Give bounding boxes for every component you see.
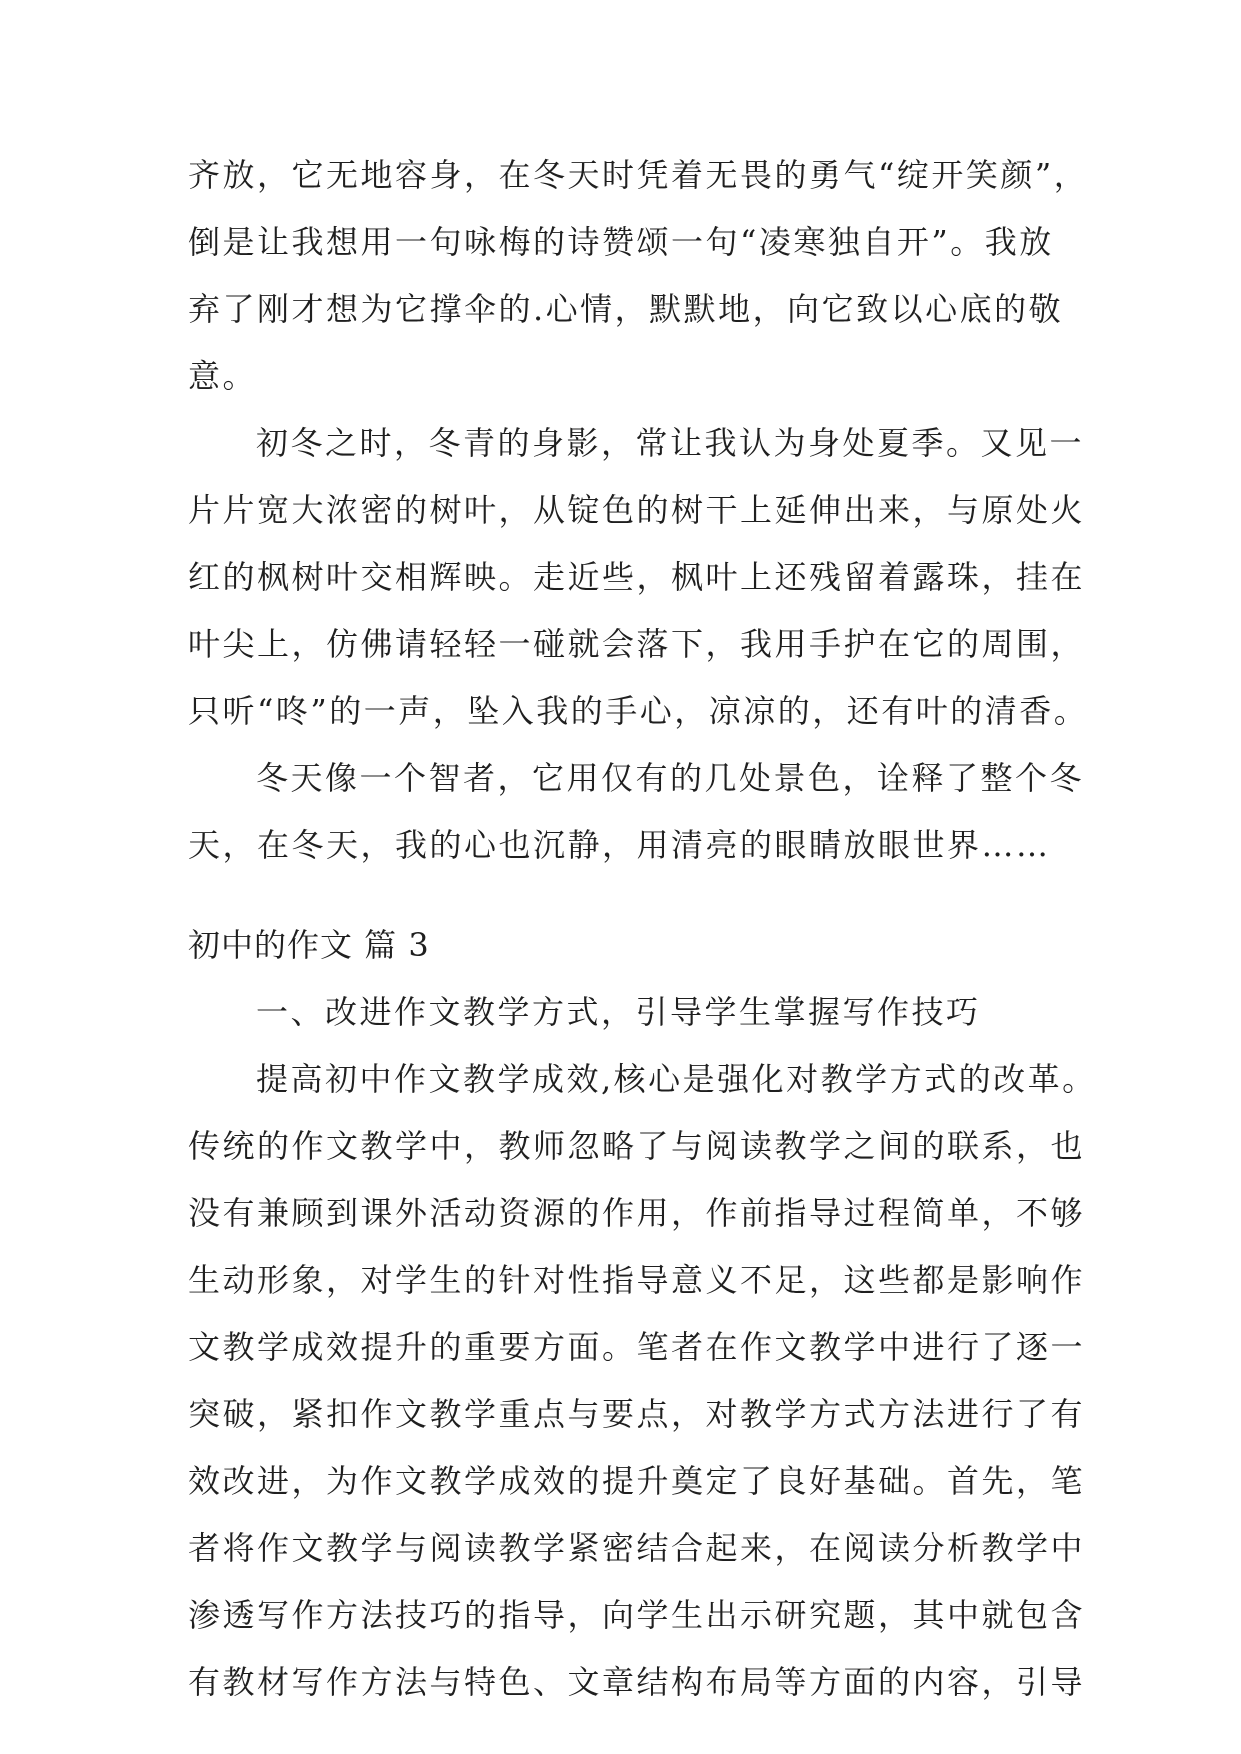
- paragraph-line: 突破，紧扣作文教学重点与要点，对教学方式方法进行了有: [188, 1395, 1086, 1433]
- paragraph-line: 弃了刚才想为它撑伞的.心情，默默地，向它致以心底的敬: [188, 290, 1064, 328]
- subsection-heading: 一、改进作文教学方式，引导学生掌握写作技巧: [256, 993, 981, 1031]
- paragraph-line: 冬天像一个智者，它用仅有的几处景色，诠释了整个冬: [256, 759, 1085, 797]
- paragraph-line: 倒是让我想用一句咏梅的诗赞颂一句“凌寒独自开”。我放: [188, 223, 1054, 261]
- paragraph-line: 意。: [188, 357, 258, 395]
- paragraph-line: 叶尖上，仿佛请轻轻一碰就会落下，我用手护在它的周围，: [188, 625, 1086, 663]
- paragraph-line: 没有兼顾到课外活动资源的作用，作前指导过程简单，不够: [188, 1194, 1086, 1232]
- paragraph-line: 传统的作文教学中，教师忽略了与阅读教学之间的联系，也: [188, 1127, 1086, 1165]
- paragraph-line: 渗透写作方法技巧的指导，向学生出示研究题，其中就包含: [188, 1596, 1086, 1634]
- paragraph-line: 文教学成效提升的重要方面。笔者在作文教学中进行了逐一: [188, 1328, 1086, 1366]
- paragraph-line: 者将作文教学与阅读教学紧密结合起来，在阅读分析教学中: [188, 1529, 1086, 1567]
- paragraph-line: 天，在冬天，我的心也沉静，用清亮的眼睛放眼世界……: [188, 826, 1051, 864]
- paragraph-line: 生动形象，对学生的针对性指导意义不足，这些都是影响作: [188, 1261, 1086, 1299]
- paragraph-line: 初冬之时，冬青的身影，常让我认为身处夏季。又见一: [256, 424, 1085, 462]
- section-heading: 初中的作文 篇 3: [188, 926, 430, 964]
- paragraph-line: 红的枫树叶交相辉映。走近些，枫叶上还残留着露珠，挂在: [188, 558, 1086, 596]
- paragraph-line: 齐放，它无地容身，在冬天时凭着无畏的勇气“绽开笑颜”，: [188, 156, 1089, 194]
- paragraph-line: 效改进，为作文教学成效的提升奠定了良好基础。首先，笔: [188, 1462, 1086, 1500]
- paragraph-line: 有教材写作方法与特色、文章结构布局等方面的内容，引导: [188, 1663, 1086, 1701]
- paragraph-line: 片片宽大浓密的树叶，从锭色的树干上延伸出来，与原处火: [188, 491, 1086, 529]
- paragraph-line: 提高初中作文教学成效,核心是强化对教学方式的改革。: [256, 1060, 1097, 1098]
- paragraph-line: 只听“咚”的一声，坠入我的手心，凉凉的，还有叶的清香。: [188, 692, 1089, 730]
